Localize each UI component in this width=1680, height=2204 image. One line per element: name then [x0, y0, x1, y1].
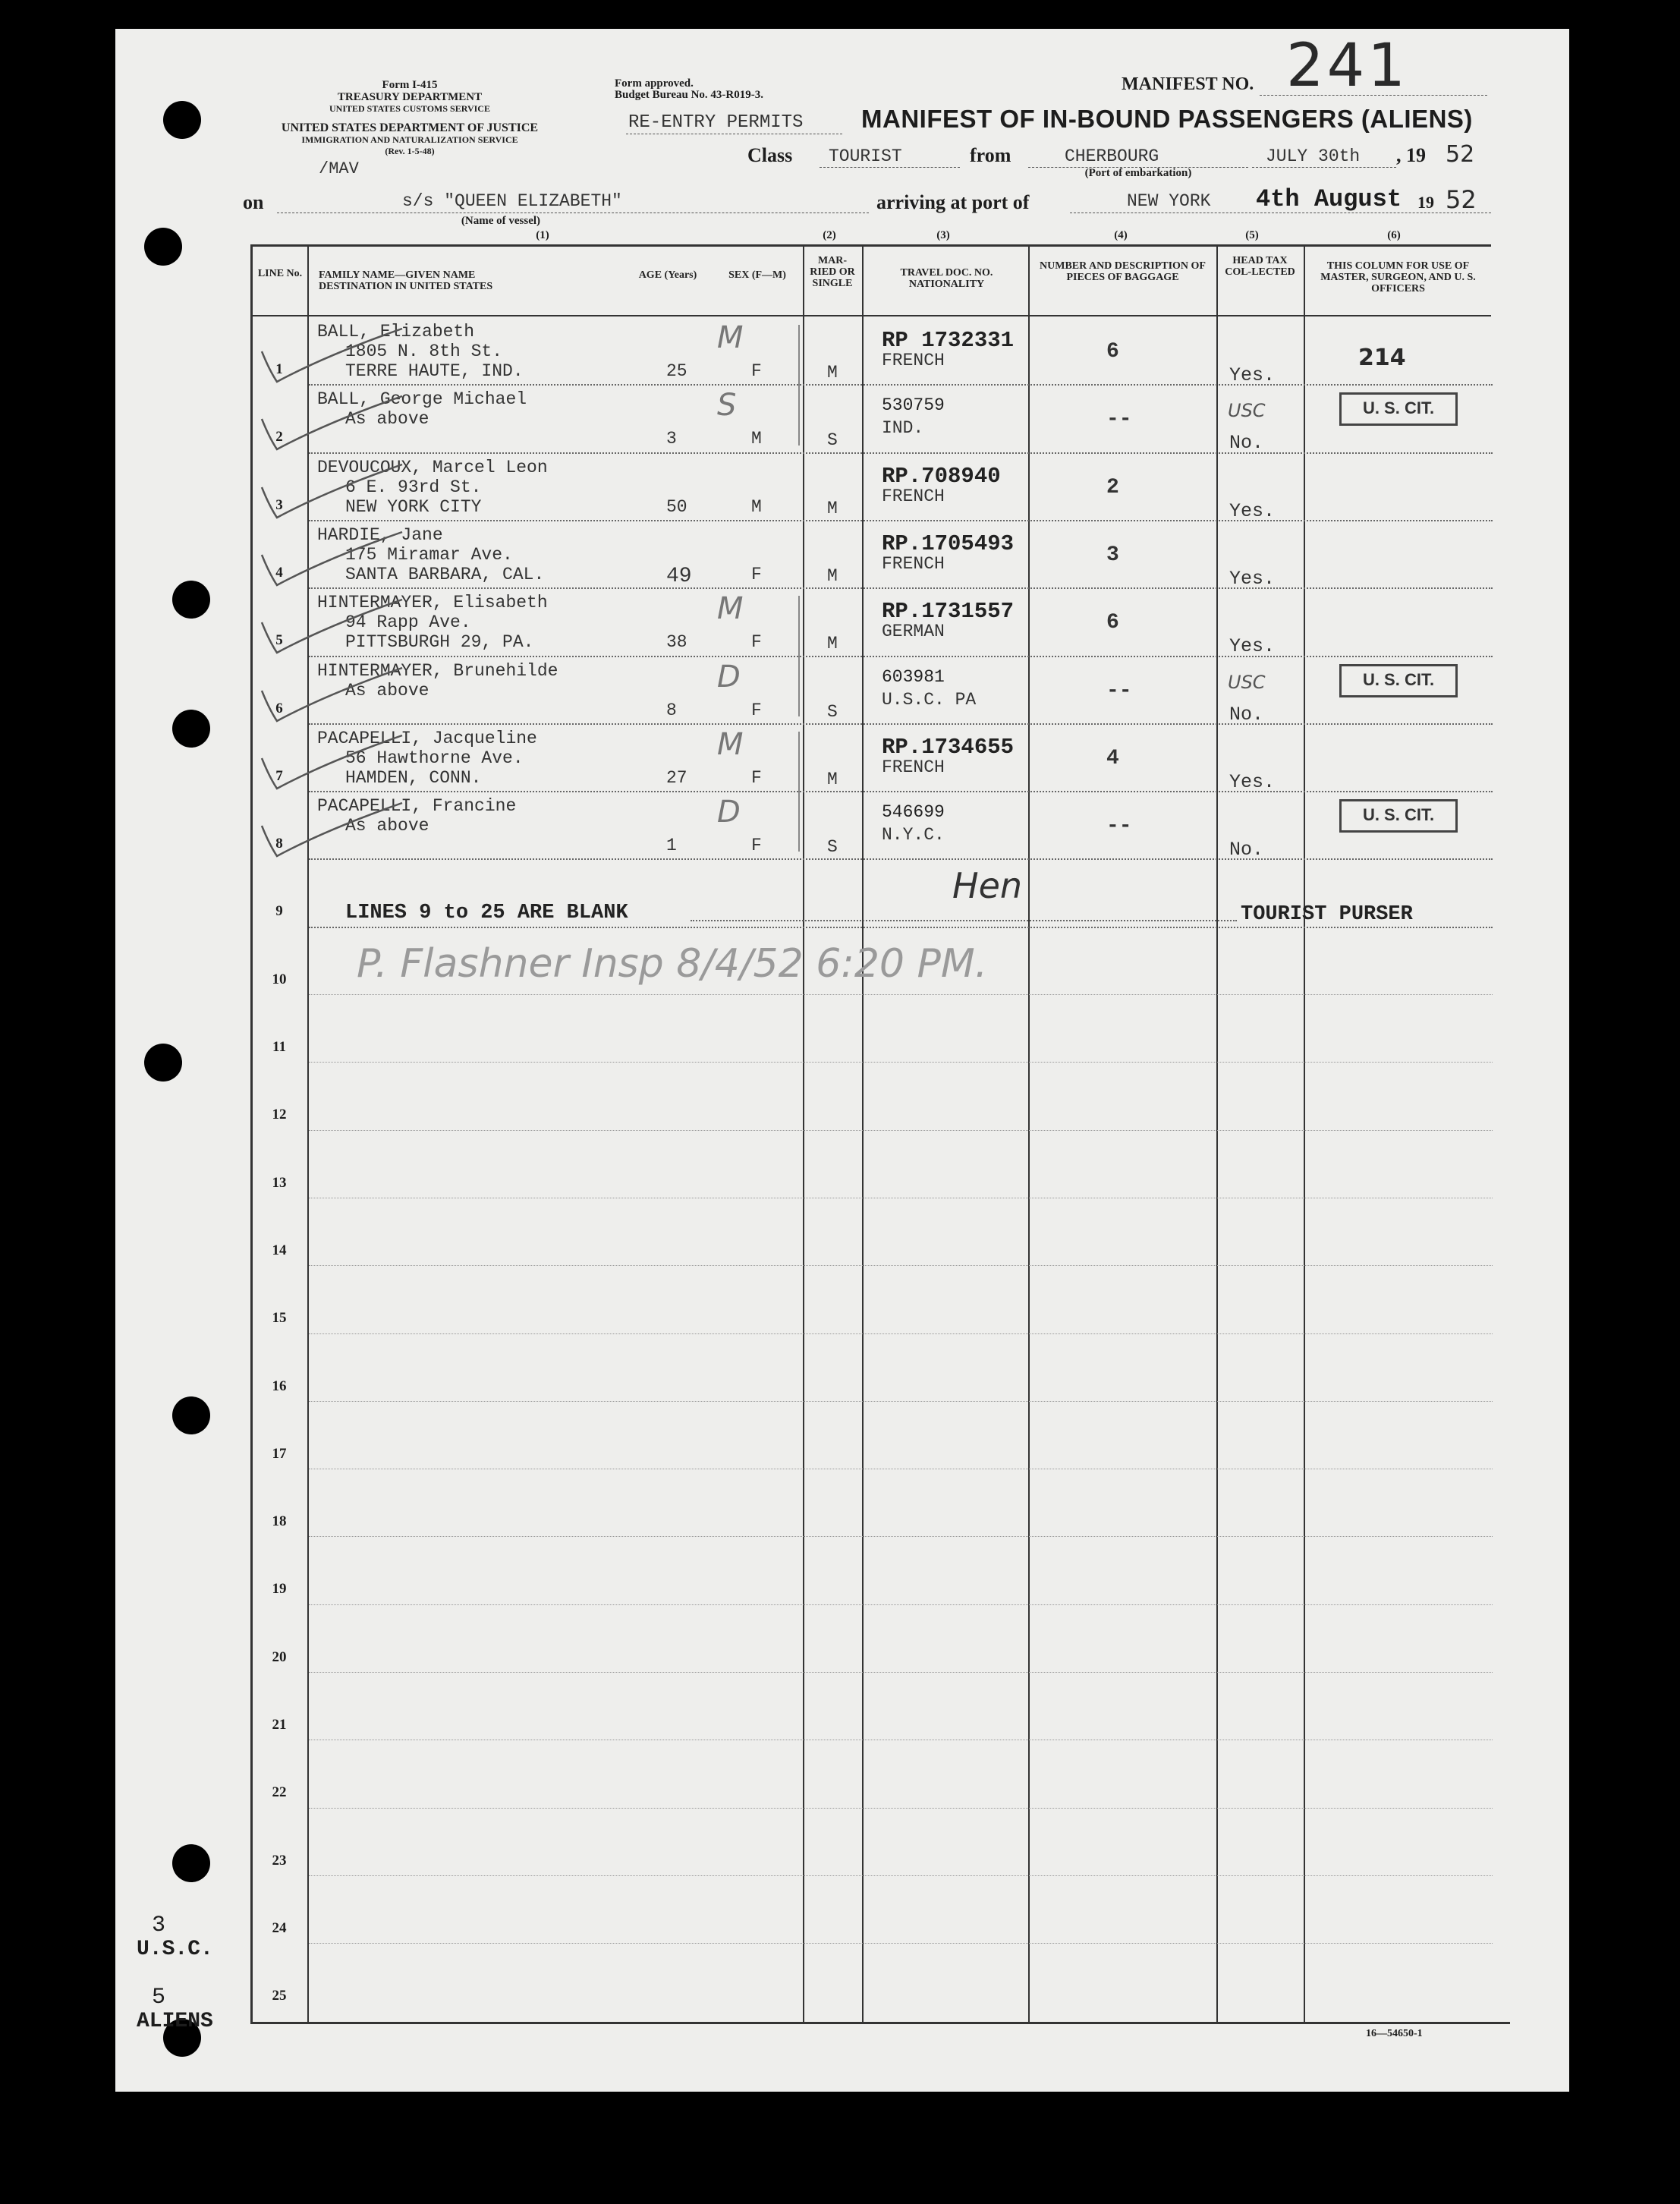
line-number: 9: [275, 903, 283, 920]
passenger-address: 1805 N. 8th St.: [345, 342, 503, 361]
punch-hole: [172, 1396, 210, 1434]
header-name: FAMILY NAME—GIVEN NAME DESTINATION IN UNITED STATES: [319, 269, 493, 292]
handwritten-mark: D: [717, 795, 741, 830]
us-citizen-stamp: U. S. CIT.: [1339, 799, 1458, 833]
arriving-label: arriving at port of: [876, 191, 1030, 213]
row-separator: [309, 452, 1493, 454]
header-sex: SEX (F—M): [728, 269, 786, 281]
line-number: 5: [275, 632, 283, 649]
passenger-name: HINTERMAYER, Brunehilde: [317, 660, 558, 681]
line-number: 6: [275, 700, 283, 716]
line-number: 18: [272, 1513, 287, 1530]
check-mark-icon: [258, 528, 410, 597]
head-tax: Yes.: [1229, 364, 1276, 386]
nationality: FRENCH: [882, 757, 945, 777]
purser-signature[interactable]: Hen: [952, 865, 1023, 906]
nationality: IND.: [882, 418, 924, 439]
punch-hole: [144, 1044, 182, 1082]
check-mark-icon: [258, 392, 410, 461]
punch-hole: [172, 1844, 210, 1882]
marital-status: M: [827, 363, 838, 383]
row-separator: [309, 1943, 1493, 1944]
passenger-age: 27: [666, 767, 687, 788]
from-label: from: [970, 144, 1011, 166]
check-mark-icon: [258, 325, 410, 393]
tourist-purser: TOURIST PURSER: [1241, 903, 1413, 926]
line-number: 25: [272, 1988, 287, 2004]
marital-status: S: [827, 430, 838, 451]
col-num-1: (1): [536, 229, 549, 241]
form-number: Form I-415: [382, 79, 438, 91]
vessel-value: s/s "QUEEN ELIZABETH": [402, 191, 622, 211]
passenger-city: TERRE HAUTE, IND.: [345, 361, 524, 381]
form-approved: Form approved.: [615, 77, 694, 90]
arrival-year-prefix: 19: [1417, 193, 1434, 212]
handwritten-mark: M: [717, 591, 744, 627]
row-separator: [309, 587, 1493, 589]
col-num-3: (3): [936, 229, 950, 241]
header-travel-doc: TRAVEL DOC. NO. NATIONALITY: [900, 267, 993, 290]
marital-status: M: [827, 498, 838, 518]
arrival-date: 4th August: [1256, 185, 1402, 213]
passenger-name: PACAPELLI, Francine: [317, 796, 517, 817]
line-number: 11: [272, 1039, 286, 1055]
line-number: 10: [272, 971, 287, 987]
usc-label: U.S.C.: [137, 1938, 213, 1961]
nationality: GERMAN: [882, 622, 945, 642]
punch-hole: [172, 710, 210, 748]
inspector-signature: P. Flashner Insp 8/4/52 6:20 PM.: [357, 941, 988, 987]
travel-doc-no: RP 1732331: [882, 328, 1015, 353]
baggage-count: --: [1106, 679, 1132, 703]
us-citizen-stamp: U. S. CIT.: [1339, 664, 1458, 697]
justice-dept: UNITED STATES DEPARTMENT OF JUSTICE: [281, 121, 539, 134]
nationality: FRENCH: [882, 486, 945, 506]
baggage-count: 6: [1106, 340, 1119, 364]
check-mark-icon: [258, 461, 410, 529]
manifest-label: MANIFEST NO.: [1122, 74, 1254, 94]
row-separator: [309, 927, 1493, 928]
handwritten-mark: M: [717, 320, 744, 355]
line-number: 24: [272, 1919, 287, 1936]
travel-doc-no: 603981: [882, 666, 945, 687]
baggage-count: 6: [1106, 611, 1119, 635]
passenger-age: 25: [666, 361, 687, 381]
line-number: 15: [272, 1310, 287, 1327]
passenger-age: 50: [666, 496, 687, 517]
usc-tax-mark: USC: [1228, 400, 1266, 422]
punch-hole: [172, 581, 210, 619]
check-mark-icon: [258, 799, 410, 867]
line-number: 12: [272, 1107, 287, 1123]
head-tax: No.: [1229, 703, 1264, 726]
port-embark-label: (Port of embarkation): [1084, 167, 1192, 179]
line-number: 14: [272, 1242, 287, 1258]
punch-hole: [144, 228, 182, 266]
form-title: MANIFEST OF IN-BOUND PASSENGERS (ALIENS): [861, 105, 1473, 133]
vessel-label: (Name of vessel): [461, 215, 541, 227]
passenger-address: 56 Hawthorne Ave.: [345, 748, 524, 768]
nationality: FRENCH: [882, 351, 945, 370]
header-married: MAR-RIED OR SINGLE: [810, 255, 855, 289]
header-baggage: NUMBER AND DESCRIPTION OF PIECES OF BAGGAGE: [1040, 260, 1206, 283]
row-separator: [309, 723, 1493, 725]
row-separator: [309, 1808, 1493, 1809]
mav-mark: /MAV: [319, 159, 359, 178]
marital-status: S: [827, 701, 838, 722]
marital-status: S: [827, 837, 838, 858]
year-prefix: , 19: [1396, 144, 1426, 166]
row-separator: [309, 656, 1493, 657]
table-left-border: [250, 244, 253, 2023]
baggage-count: --: [1106, 408, 1132, 432]
arrival-year: 52: [1446, 185, 1477, 214]
passenger-address: 175 Miramar Ave.: [345, 544, 513, 565]
baggage-count: 2: [1106, 475, 1119, 499]
passenger-age: 1: [666, 836, 677, 856]
marital-status: M: [827, 565, 838, 586]
passenger-address: As above: [345, 680, 429, 701]
header-age: AGE (Years): [638, 269, 697, 281]
revision: (Rev. 1-5-48): [385, 146, 435, 156]
line-number: 22: [272, 1784, 287, 1801]
check-mark-icon: [258, 732, 410, 800]
row-separator: [309, 1333, 1493, 1334]
passenger-sex: M: [751, 496, 762, 517]
row-separator: [309, 1875, 1493, 1876]
row-separator: [309, 1062, 1493, 1063]
passenger-sex: F: [751, 361, 762, 381]
travel-doc-no: RP.708940: [882, 463, 1001, 489]
head-tax: No.: [1229, 432, 1264, 455]
passenger-city: SANTA BARBARA, CAL.: [345, 564, 545, 584]
usc-count: 3: [152, 1913, 166, 1938]
passenger-city: PITTSBURGH 29, PA.: [345, 632, 534, 653]
passenger-age: 49: [666, 564, 692, 588]
col-divider: [862, 244, 864, 2023]
row-separator: [309, 1265, 1493, 1266]
row-separator: [309, 1130, 1493, 1131]
manifest-underline: [1260, 95, 1487, 96]
travel-doc-no: 546699: [882, 802, 945, 823]
line-number: 2: [275, 429, 283, 446]
passenger-sex: M: [751, 429, 762, 449]
line-number: 19: [272, 1581, 287, 1598]
col-num-6: (6): [1387, 229, 1401, 241]
travel-doc-no: 530759: [882, 395, 945, 416]
head-tax: Yes.: [1229, 499, 1276, 522]
blank-note-leader: [691, 920, 1237, 921]
header-head-tax: HEAD TAX COL-LECTED: [1225, 255, 1295, 278]
col-num-5: (5): [1245, 229, 1259, 241]
nationality: N.Y.C.: [882, 825, 945, 845]
col-num-4: (4): [1114, 229, 1128, 241]
passenger-name: DEVOUCOUX, Marcel Leon: [317, 457, 548, 477]
row-separator: [309, 1536, 1493, 1537]
passenger-sex: F: [751, 836, 762, 856]
alien-label: ALIENS: [137, 2010, 213, 2033]
row-separator: [309, 791, 1493, 792]
row-separator: [309, 1604, 1493, 1605]
passenger-age: 38: [666, 632, 687, 653]
line-number: 4: [275, 564, 283, 581]
col-divider: [1216, 244, 1218, 2023]
travel-doc-no: RP.1734655: [882, 734, 1015, 760]
us-citizen-stamp: U. S. CIT.: [1339, 392, 1458, 426]
treasury-dept: TREASURY DEPARTMENT: [337, 91, 483, 103]
handwritten-mark: M: [717, 726, 744, 762]
marital-status: M: [827, 769, 838, 789]
passenger-city: HAMDEN, CONN.: [345, 767, 482, 788]
alien-count: 5: [152, 1985, 166, 2010]
head-tax: Yes.: [1229, 567, 1276, 590]
class-underline: [820, 167, 960, 168]
passenger-address: 6 E. 93rd St.: [345, 477, 482, 497]
marital-status: M: [827, 634, 838, 654]
row-separator: [309, 994, 1493, 995]
baggage-count: --: [1106, 814, 1132, 839]
passenger-sex: F: [751, 767, 762, 788]
passenger-name: BALL, George Michael: [317, 389, 527, 410]
col-divider: [803, 244, 804, 2023]
head-tax: Yes.: [1229, 635, 1276, 658]
line-number: 21: [272, 1717, 287, 1733]
baggage-count: 3: [1106, 543, 1119, 567]
passenger-sex: F: [751, 632, 762, 653]
passenger-sex: F: [751, 700, 762, 720]
on-label: on: [243, 191, 264, 213]
punch-hole: [163, 101, 201, 139]
head-tax: No.: [1229, 839, 1264, 861]
line-number: 8: [275, 836, 283, 852]
officer-number: 214: [1358, 345, 1406, 371]
passenger-sex: F: [751, 564, 762, 584]
class-value: TOURIST: [829, 146, 902, 166]
reentry-permits: RE-ENTRY PERMITS: [628, 112, 804, 133]
passenger-name: HARDIE, Jane: [317, 524, 443, 545]
passenger-address: 94 Rapp Ave.: [345, 612, 471, 633]
row-separator: [309, 1401, 1493, 1402]
check-mark-icon: [258, 596, 410, 664]
col-divider: [1304, 244, 1305, 2023]
usc-tax-mark: USC: [1228, 671, 1266, 693]
line-number: 1: [275, 361, 283, 377]
passenger-age: 8: [666, 700, 677, 720]
passenger-address: As above: [345, 409, 429, 430]
travel-doc-no: RP.1731557: [882, 599, 1015, 625]
row-separator: [309, 384, 1493, 386]
check-mark-icon: [258, 664, 410, 732]
line-number: 23: [272, 1852, 287, 1869]
class-label: Class: [747, 144, 793, 166]
baggage-count: 4: [1106, 746, 1119, 770]
passenger-age: 3: [666, 429, 677, 449]
arrival-port: NEW YORK: [1127, 191, 1211, 211]
line-number: 7: [275, 767, 283, 784]
date-value: JULY 30th: [1266, 146, 1361, 166]
nationality: U.S.C. PA: [882, 689, 977, 710]
line-number: 20: [272, 1648, 287, 1665]
family-bracket: [789, 732, 800, 852]
travel-doc-no: RP.1705493: [882, 531, 1015, 556]
passenger-name: BALL, Elizabeth: [317, 322, 475, 342]
budget-bureau: Budget Bureau No. 43-R019-3.: [615, 89, 763, 101]
family-bracket: [789, 596, 800, 716]
handwritten-mark: S: [717, 388, 737, 423]
manifest-number: 241: [1286, 32, 1408, 100]
ins-service: IMMIGRATION AND NATURALIZATION SERVICE: [301, 134, 518, 145]
line-number: 17: [272, 1445, 287, 1462]
table-bottom-border: [250, 2022, 1510, 2024]
row-separator: [309, 520, 1493, 521]
date-underline: [1252, 167, 1396, 168]
passenger-address: As above: [345, 816, 429, 836]
row-separator: [309, 858, 1493, 860]
row-separator: [309, 1672, 1493, 1673]
header-officers: THIS COLUMN FOR USE OF MASTER, SURGEON, AND U. S. OFFICERS: [1320, 260, 1476, 294]
customs-service: UNITED STATES CUSTOMS SERVICE: [329, 103, 490, 114]
nationality: FRENCH: [882, 553, 945, 574]
col-num-2: (2): [823, 229, 836, 241]
from-value: CHERBOURG: [1065, 146, 1159, 166]
family-bracket: [789, 325, 800, 446]
header-line-no: LINE No.: [257, 268, 303, 279]
line-number: 3: [275, 496, 283, 513]
head-tax: Yes.: [1229, 770, 1276, 793]
blank-lines-note: LINES 9 to 25 ARE BLANK: [345, 902, 628, 924]
passenger-name: HINTERMAYER, Elisabeth: [317, 593, 548, 613]
handwritten-mark: D: [717, 659, 741, 694]
footer-code: 16—54650-1: [1366, 2028, 1423, 2039]
col-divider: [1028, 244, 1030, 2023]
line-number: 16: [272, 1378, 287, 1394]
line-number: 13: [272, 1174, 287, 1191]
passenger-city: NEW YORK CITY: [345, 496, 482, 517]
passenger-name: PACAPELLI, Jacqueline: [317, 728, 537, 748]
year-value: 52: [1446, 141, 1475, 168]
